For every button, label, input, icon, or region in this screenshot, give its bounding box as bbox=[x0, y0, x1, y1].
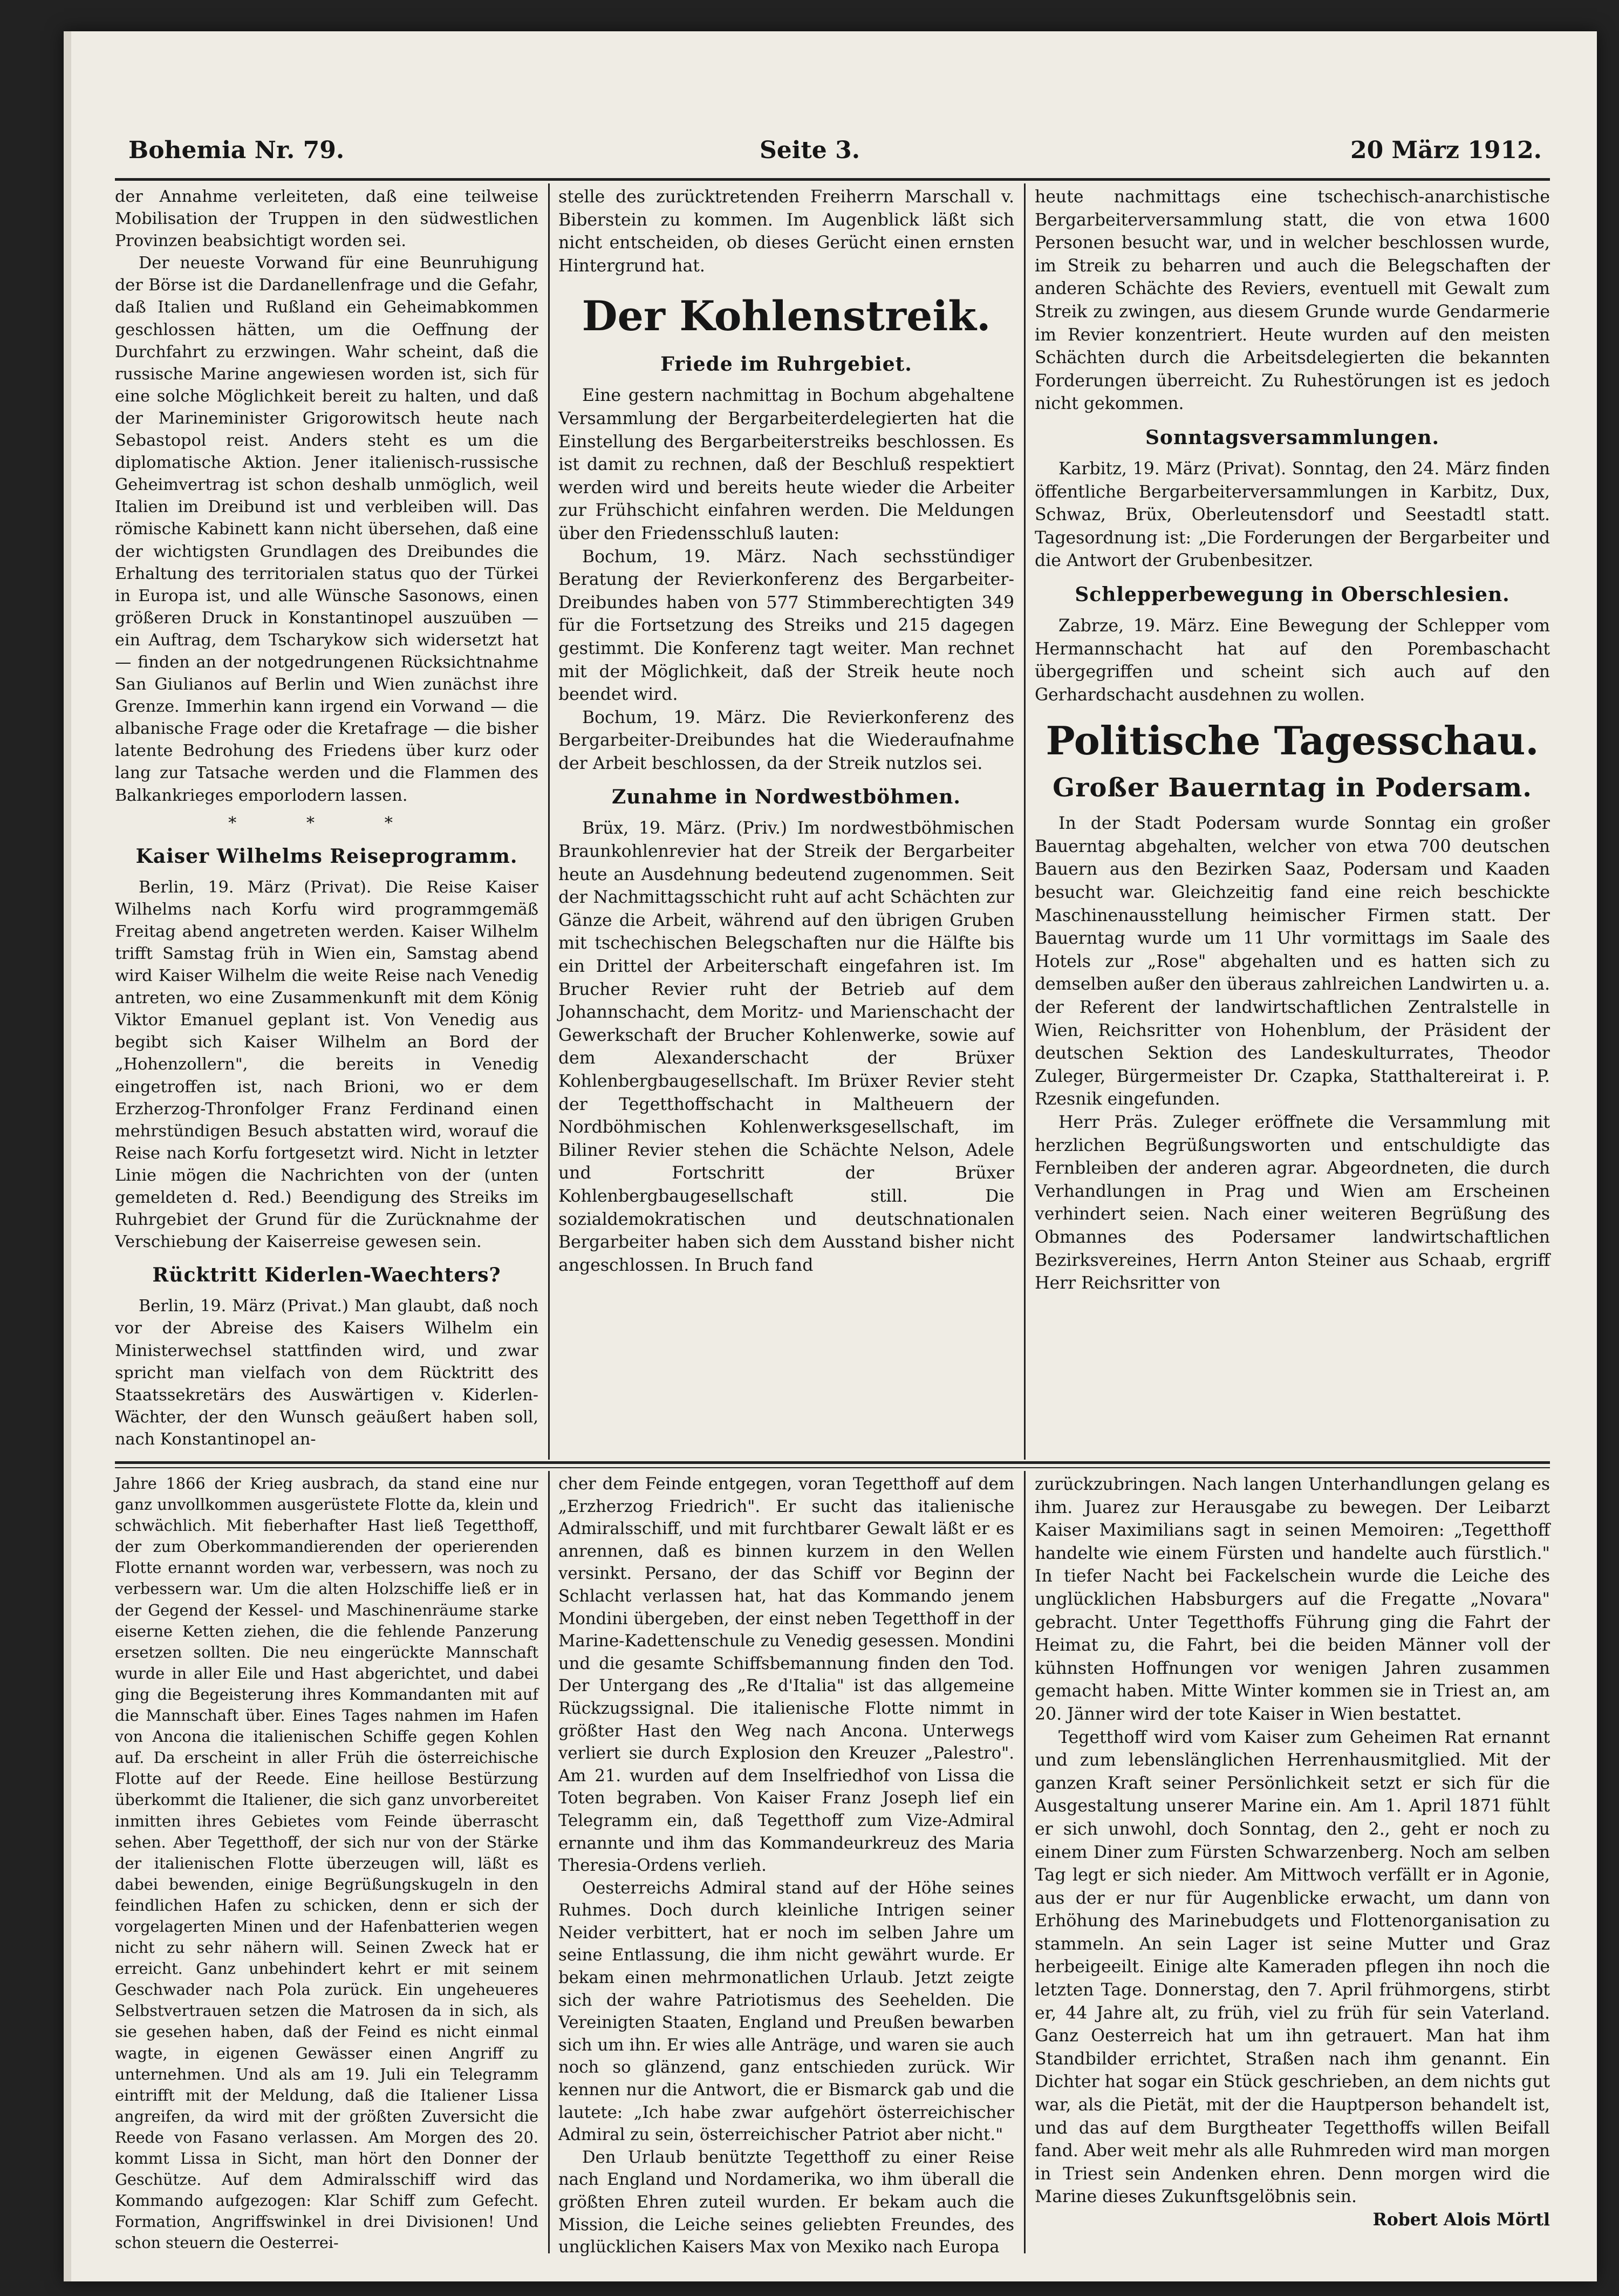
masthead-rule bbox=[115, 178, 1550, 181]
headline-kaiser-reise: Kaiser Wilhelms Reiseprogramm. bbox=[135, 844, 518, 868]
column-rule-4 bbox=[1024, 1471, 1026, 2253]
paragraph: Berlin, 19. März (Privat). Die Reise Kaiser Wilhelms nach Korfu wird programmgemäß Freitag abend angetreten werden. Kaiser Wilhelm trifft Samstag früh in Wien ein, Samstag abend wird Kaiser Wilhelm die weite Reise nach Venedig antreten, wo eine Zusammenkunft mit dem König Viktor Emanuel geplant ist. Von Venedig aus begibt sich Kaiser Wilhelm an Bord der „Hohenzollern", die bereits in Venedig eingetroffen ist, nach Brioni, wo er dem Erzherzog-Thronfolger Franz Ferdinand einen mehrstündigen Besuch abstatten wird, worauf die Reise nach Korfu fortgesetzt wird. Nicht in letzter Linie mögen die Nachrichten von der (unten gemeldeten d. Red.) Beendigung des Streiks im Ruhrgebiet der Grund für die Zurücknahme der Verschiebung der Kaiserreise gewesen sein. bbox=[115, 877, 538, 1252]
feuilleton-rule bbox=[115, 1461, 1550, 1464]
feuilleton-column-1 bbox=[115, 1473, 538, 2253]
paragraph: Oesterreichs Admiral stand auf der Höhe seines Ruhmes. Doch durch kleinliche Intrigen seiner Neider verbittert, hat er noch im selben Jahre um seine Entlassung, die ihm nicht gewährt wurde. Er bekam einen mehrmonatlichen Urlaub. Jetzt zeigte sich der wahre Patriotismus des Seehelden. Die Vereinigten Staaten, England und Preußen bewarben sich um ihn. Er wies alle Anträge, und waren sie auch noch so glänzend, ganz entschieden zurück. Wir kennen nur die Antwort, die er Bismarck gab und die lautete: „Ich habe zwar aufgehört österreichischer Admiral zu sein, österreichischer Patriot aber nicht." bbox=[558, 1878, 1014, 2145]
paragraph: Zabrze, 19. März. Eine Bewegung der Schlepper vom Hermannschacht hat auf den Porembaschacht übergegriffen und scheint sich auch auf den Gerhardschacht ausdehnen zu wollen. bbox=[1035, 616, 1550, 705]
paragraph: heute nachmittags eine tschechisch-anarchistische Bergarbeiterversammlung statt, die von etwa 1600 Personen besucht war, und in welcher beschlossen wurde, im Streik zu beharren und auch die Belegschaften der anderen Schächte des Reviers, eventuell mit Gewalt zum Streik zu zwingen, aus diesem Grunde wurde Gendarmerie im Revier konzentriert. Heute wurden auf den meisten Schächten durch die Arbeitsdelegierten die bekannten Forderungen überreicht. Zu Ruhestörungen ist es jedoch nicht gekommen. bbox=[1035, 187, 1550, 414]
headline-sonntagsversammlungen: Sonntagsversammlungen. bbox=[1145, 426, 1440, 449]
paragraph: Der neueste Vorwand für eine Beunruhigung der Börse ist die Dardanellenfrage und die Gefahr, daß Italien und Rußland ein Geheimabkommen geschlossen hätten, um die Oeffnung der Durchfahrt zu erzwingen. Wahr scheint, daß die russische Marine angewiesen worden ist, sich für eine solche Möglichkeit bereit zu halten, und daß der Marineminister Grigorowitsch heute nach Sebastopol reist. Anders steht es um die diplomatische Aktion. Jener italienisch-russische Geheimvertrag ist schon deshalb unmöglich, weil Italien im Dreibund ist und verbleiben will. Das römische Kabinett kann nicht übersehen, daß eine der wichtigsten Grundlagen des Dreibundes die Erhaltung des territorialen status quo der Türkei in Europa ist, und alle Wünsche Sasonows, einen größeren Druck in Konstantinopel auszuüben — ein Auftrag, dem Tscharykow sich widersetzt hat — finden an der notgedrungenen Rücksichtnahme San Giulianos auf Berlin und Wien zunächst ihre Grenze. Immerhin kann irgend ein Vorwand — die albanische Frage oder die Kretafrage — die bisher latente Bedrohung des Friedens über kurz oder lang zur Tatsache werden und die Flammen des Balkankrieges emporlodern lassen. bbox=[115, 254, 538, 805]
page-number: Seite 3. bbox=[760, 137, 860, 164]
issue-date: 20 März 1912. bbox=[1350, 137, 1542, 164]
paragraph: zurückzubringen. Nach langen Unterhandlungen gelang es ihm. Juarez zur Herausgabe zu bewegen. Der Leibarzt Kaiser Maximilians sagt in seinen Memoiren: „Tegetthoff handelte wie einem Fürsten und handelte auch fürstlich." In tiefer Nacht bei Fackelschein wurde die Leiche des unglücklichen Habsburgers auf die Fregatte „Novara" gebracht. Unter Tegetthoffs Führung ging die Fahrt der Heimat zu, die Fahrt, bei die beiden Männer voll der kühnsten Hoffnungen vor wenigen Jahren zusammen gemacht haben. Mitte Winter kommen sie in Triest an, am 20. Jänner wird der tote Kaiser in Wien bestattet. bbox=[1035, 1475, 1550, 1724]
headline-politische-tagesschau: Politische Tagesschau. bbox=[1046, 718, 1539, 764]
paragraph: Bochum, 19. März. Die Revierkonferenz des Bergarbeiter-Dreibundes hat die Wiederaufnahme der Arbeit beschlossen, da der Streik nutzlos sei. bbox=[558, 707, 1014, 773]
column-1 bbox=[115, 186, 538, 1450]
headline-nordwestboehmen: Zunahme in Nordwestböhmen. bbox=[612, 786, 961, 809]
paragraph: Bochum, 19. März. Nach sechsstündiger Beratung der Revierkonferenz des Bergarbeiter-Dreibundes haben von 577 Stimmberechtigten 349 für die Fortsetzung des Streiks und 215 dagegen gestimmt. Die Konferenz tagt weiter. Man rechnet mit der Möglichkeit, daß der Streik heute noch beendet wird. bbox=[558, 547, 1014, 705]
paragraph: Karbitz, 19. März (Privat). Sonntag, den 24. März finden öffentliche Bergarbeiterversammlungen in Karbitz, Dux, Schwaz, Brüx, Oberleutensdorf und Seestadtl statt. Tagesordnung ist: „Die Forderungen der Bergarbeiter und die Antwort der Grubenbesitzer. bbox=[1035, 459, 1550, 571]
column-rule-2 bbox=[1024, 183, 1026, 1460]
paragraph: Jahre 1866 der Krieg ausbrach, da stand eine nur ganz unvollkommen ausgerüstete Flotte da, klein und schwächlich. Mit fieberhafter Hast ließ Tegetthoff, der zum Oberkommandierenden der operierenden Flotte ernannt worden war, verbessern, was noch zu verbessern war. Um die alten Holzschiffe ließ er in der Gegend der Kessel- und Maschinenräume starke eiserne Ketten ziehen, die die fehlende Panzerung ersetzen sollten. Die neu eingerückte Mannschaft wurde in aller Eile und Hast abgerichtet, und dabei ging die Begeisterung ihres Kommandanten mit auf die Mannschaft über. Eines Tages nahmen im Hafen von Ancona die italienischen Schiffe gegen Kohlen auf. Da erscheint in aller Früh die österreichische Flotte auf der Reede. Eine heillose Bestürzung überkommt die Italiener, die sich ganz unvorbereitet inmitten ihres Gebietes vom Feinde überrascht sehen. Aber Tegetthoff, der sich nur von der Stärke der italienischen Flotte überzeugen will, läßt es dabei bewenden, einige Begrüßungskugeln in den feindlichen Hafen zu schicken, denn er sich der vorgelagerten Minen und der Hafenbatterien wegen nicht zu sehr nähern will. Seinen Zweck hat er erreicht. Ganz unbehindert kehrt er mit seinem Geschwader nach Pola zurück. Ein ungeheueres Selbstvertrauen setzen die Matrosen da in sich, als sie gesehen haben, daß der Feind es nicht einmal wagte, in eigenen Gewässer einen Angriff zu unternehmen. Und als am 19. Juli ein Telegramm eintrifft mit der Meldung, daß die Italiener Lissa angreifen, da wird mit der größten Zuversicht die Reede von Fasano verlassen. Am Morgen des 20. kommt Lissa in Sicht, man hört den Donner der Geschütze. Auf dem Admiralsschiff wird das Kommando aufgezogen: Klar Schiff zum Gefecht. Formation, Angriffswinkel in drei Divisionen! Und schon steuern die Oesterrei- bbox=[115, 1474, 538, 2252]
paper-issue: Bohemia Nr. 79. bbox=[128, 137, 345, 164]
paragraph: Brüx, 19. März. (Priv.) Im nordwestböhmischen Braunkohlenrevier hat der Streik der Bergarbeiter heute an Ausdehnung bedeutend zugenommen. Seit der Nachmittagsschicht ruht auf acht Schächten zur Gänze die Arbeit, während auf den übrigen Gruben mit tschechischen Belegschaften nur die Hälfte bis ein Drittel der Arbeiterschaft eingefahren ist. Im Brucher Revier ruht der Betrieb auf dem Johannschacht, dem Moritz- und Marienschacht der Gewerkschaft der Brucher Kohlenwerke, sowie auf dem Alexanderschacht der Brüxer Kohlenbergbaugesellschaft. Im Brüxer Revier steht der Tegetthoffschacht in Maltheuern der Nordböhmischen Kohlenwerksgesellschaft, im Biliner Revier stehen die Schächte Nelson, Adele und Fortschritt der Brüxer Kohlenbergbaugesellschaft still. Die sozialdemokratischen und deutschnationalen Bergarbeiter haben sich dem Ausstand bisher nicht angeschlossen. In Bruch fand bbox=[558, 819, 1014, 1275]
paragraph: Eine gestern nachmittag in Bochum abgehaltene Versammlung der Bergarbeiterdelegierten hat die Einstellung des Bergarbeiterstreiks beschlossen. Es ist damit zu rechnen, daß der Beschluß respektiert werden wird und bereits heute wieder die Arbeiter zur Frühschicht einfahren werden. Die Meldungen über den Friedensschluß lauten: bbox=[558, 386, 1014, 543]
paragraph: In der Stadt Podersam wurde Sonntag ein großer Bauerntag abgehalten, welcher von etwa 700 deutschen Bauern aus den Bezirken Saaz, Podersam und Kaaden besucht war. Gleichzeitig fand eine reich beschickte Maschinenausstellung heimischer Firmen statt. Der Bauerntag wurde um 11 Uhr vormittags im Saale des Hotels zur „Rose" abgehalten und es hatten sich zu demselben außer den überaus zahlreichen Landwirten u. a. der Referent der landwirtschaftlichen Zentralstelle in Wien, Reichsritter von Hohenblum, der Präsident der deutschen Sektion des Landeskulturrates, Theodor Zuleger, Bürgermeister Dr. Czapka, Statthaltereirat i. P. Rzesnik eingefunden. bbox=[1035, 814, 1550, 1109]
paragraph: Berlin, 19. März (Privat.) Man glaubt, daß noch vor der Abreise des Kaisers Wilhelm ein Ministerwechsel stattfinden wird, und zwar spricht man vielfach von dem Rücktritt des Staatssekretärs des Auswärtigen v. Kiderlen-Wächter, der den Wunsch geäußert haben soll, nach Konstantinopel an- bbox=[115, 1297, 538, 1449]
headline-ruecktritt: Rücktritt Kiderlen-Waechters? bbox=[152, 1264, 501, 1287]
subheadline-ruhrgebiet: Friede im Ruhrgebiet. bbox=[660, 353, 912, 376]
column-3 bbox=[1035, 186, 1550, 1295]
feuilleton-column-3 bbox=[1035, 1473, 1550, 2232]
headline-bauerntag: Großer Bauerntag in Podersam. bbox=[1053, 773, 1532, 803]
column-rule-3 bbox=[548, 1471, 550, 2253]
column-2 bbox=[558, 186, 1014, 1277]
paragraph: cher dem Feinde entgegen, voran Tegetthoff auf dem „Erzherzog Friedrich". Er sucht das italienische Admiralsschiff, und mit furchtbarer Gewalt läßt er es anrennen, daß es binnen kurzem in den Wellen versinkt. Persano, der das Schiff vor Beginn der Schlacht verlassen hat, hat das Kommando jenem Mondini übergeben, der einst neben Tegetthoff in der Marine-Kadettenschule zu Venedig gesessen. Mondini und die gesamte Schiffsbemannung finden den Tod. Der Untergang des „Re d'Italia" ist das allgemeine Rückzugssignal. Die italienische Flotte nimmt in größter Hast den Weg nach Ancona. Unterwegs verliert sie durch Explosion den Kreuzer „Palestro". Am 21. wurden auf dem Inselfriedhof von Lissa die Toten begraben. Von Kaiser Franz Joseph lief ein Telegramm ein, daß Tegetthoff zum Vize-Admiral ernannte und ihm das Kommandeurkreuz des Maria Theresia-Ordens verlieh. bbox=[558, 1475, 1014, 1876]
paragraph: stelle des zurücktretenden Freiherrn Marschall v. Biberstein zu kommen. Im Augenblick läßt sich nicht entscheiden, ob dieses Gerücht einen ernsten Hintergrund hat. bbox=[558, 187, 1014, 276]
headline-schlepperbewegung: Schlepperbewegung in Oberschlesien. bbox=[1075, 583, 1510, 606]
masthead bbox=[128, 137, 1542, 174]
feuilleton-column-2 bbox=[558, 1473, 1014, 2259]
author-signature: Robert Alois Mörtl bbox=[1372, 2210, 1550, 2230]
separator-stars: * * * bbox=[228, 813, 425, 833]
newspaper-page bbox=[64, 31, 1597, 2281]
paragraph: der Annahme verleiteten, daß eine teilweise Mobilisation der Truppen in den südwestlichen Provinzen beabsichtigt worden sei. bbox=[115, 187, 538, 251]
feuilleton-rule-thin bbox=[115, 1467, 1550, 1468]
headline-kohlenstreik: Der Kohlenstreik. bbox=[582, 292, 991, 340]
paragraph: Herr Präs. Zuleger eröffnete die Versammlung mit herzlichen Begrüßungsworten und entschuldigte das Fernbleiben der anderen agrar. Abgeordneten, die durch Verhandlungen in Prag und Wien am Erscheinen verhindert seien. Nach einer weiteren Begrüßung des Obmannes des Podersamer landwirtschaftlichen Bezirksvereines, Herrn Anton Steiner aus Schaab, ergriff Herr Reichsritter von bbox=[1035, 1113, 1550, 1293]
page-fold-edge bbox=[64, 31, 71, 2281]
paragraph: Tegetthoff wird vom Kaiser zum Geheimen Rat ernannt und zum lebenslänglichen Herrenhausmitglied. Mit der ganzen Kraft seiner Persönlichkeit setzt er sich für die Ausgestaltung unserer Marine ein. Am 1. April 1871 fühlt er sich unwohl, doch Sonntag, den 2., geht er noch zu einem Diner zum Fürsten Schwarzenberg. Noch am selben Tag legt er sich nieder. Am Mittwoch verfällt er in Agonie, aus der er nur für Augenblicke erwacht, um dann von Erhöhung des Marinebudgets und Flottenorganisation zu stammeln. An sein Lager ist seine Mutter und Graz herbeigeeilt. Einige alte Kameraden pflegen ihn noch die letzten Tage. Donnerstag, den 7. April frühmorgens, stirbt er, 44 Jahre alt, zu früh, viel zu früh für sein Vaterland. Ganz Oesterreich hat um ihn getrauert. Man hat ihm Standbilder errichtet, Straßen nach ihm genannt. Ein Dichter hat sogar ein Stück geschrieben, an dem nichts gut war, als die Pietät, mit der die Hauptperson behandelt ist, und das auf dem Burgtheater Tegetthoffs willen Beifall fand. Aber weit mehr als alle Ruhmreden wird man morgen in Triest sein Andenken ehren. Denn morgen wird die Marine dieses Zukunftsgelöbnis sein. bbox=[1035, 1727, 1550, 2207]
column-rule-1 bbox=[548, 183, 550, 1460]
paragraph: Den Urlaub benützte Tegetthoff zu einer Reise nach England und Nordamerika, wo ihm überall die größten Ehren zuteil wurden. Er bekam auch die Mission, die Leiche seines geliebten Freundes, des unglücklichen Kaisers Max von Mexiko nach Europa bbox=[558, 2148, 1014, 2257]
